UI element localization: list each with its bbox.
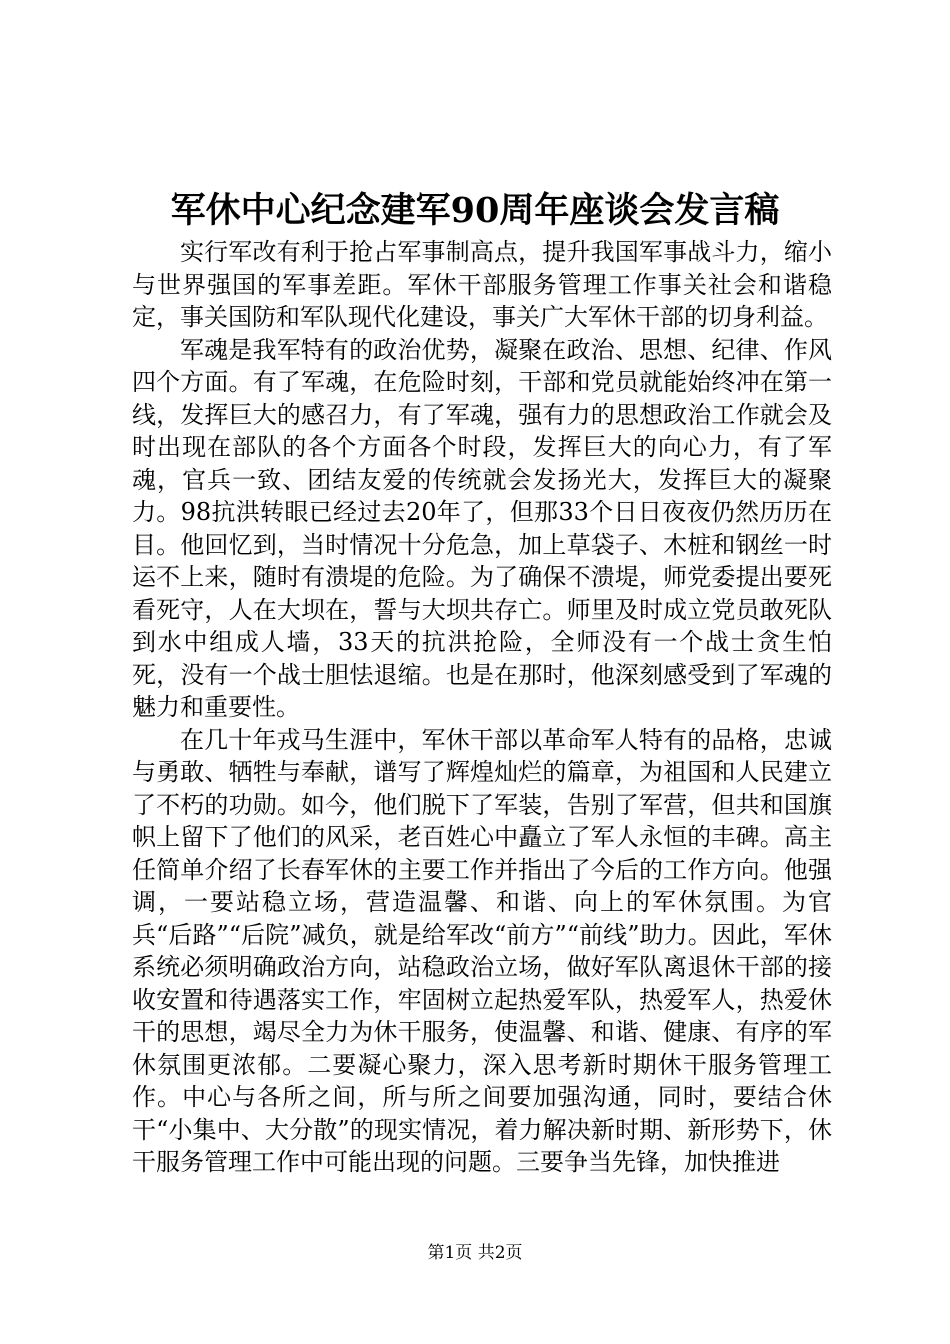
page-number-footer: 第1页 共2页: [427, 1243, 523, 1263]
document-body: [132, 236, 832, 1179]
paragraph-1: 实行军改有利于抢占军事制高点，提升我国军事战斗力，缩小与世界强国的军事差距。军休干部服务管理工作事关社会和谐稳定，事关国防和军队现代化建设，事关广大军休干部的切身利益。: [132, 238, 832, 331]
paragraph-3: 在几十年戎马生涯中，军休干部以革命军人特有的品格，忠诚与勇敢、牺牲与奉献，谱写了辉煌灿烂的篇章，为祖国和人民建立了不朽的功勋。如今，他们脱下了军装，告别了军营，但共和国旗帜上留下了他们的风采，老百姓心中矗立了军人永恒的丰碑。高主任简单介绍了长春军休的主要工作并指出了今后的工作方向。他强调，一要站稳立场，营造温馨、和谐、向上的军休氛围。为官兵“后路”“后院”减负，就是给军改“前方”“前线”助力。因此，军休系统必须明确政治方向，站稳政治立场，做好军队离退休干部的接收安置和待遇落实工作，牢固树立起热爱军队，热爱军人，热爱休干的思想，竭尽全力为休干服务，使温馨、和谐、健康、有序的军休氛围更浓郁。二要凝心聚力，深入思考新时期休干服务管理工作。中心与各所之间，所与所之间要加强沟通，同时，要结合休干“小集中、大分散”的现实情况，着力解决新时期、新形势下，休干服务管理工作中可能出现的问题。三要争当先锋，加快推进: [132, 725, 832, 1176]
document-title: 军休中心纪念建军90周年座谈会发言稿: [170, 190, 780, 231]
paragraph-2: 军魂是我军特有的政治优势，凝聚在政治、思想、纪律、作风四个方面。有了军魂，在危险时刻，干部和党员就能始终冲在第一线，发挥巨大的感召力，有了军魂，强有力的思想政治工作就会及时出现在部队的各个方面各个时段，发挥巨大的向心力，有了军魂，官兵一致、团结友爱的传统就会发扬光大，发挥巨大的凝聚力。98抗洪转眼已经过去20年了，但那33个日日夜夜仍然历历在目。他回忆到，当时情况十分危急，加上草袋子、木桩和钢丝一时运不上来，随时有溃堤的危险。为了确保不溃堤，师党委提出要死看死守，人在大坝在，誓与大坝共存亡。师里及时成立党员敢死队到水中组成人墙，33天的抗洪抢险，全师没有一个战士贪生怕死，没有一个战士胆怯退缩。也是在那时，他深刻感受到了军魂的魅力和重要性。: [132, 335, 832, 721]
